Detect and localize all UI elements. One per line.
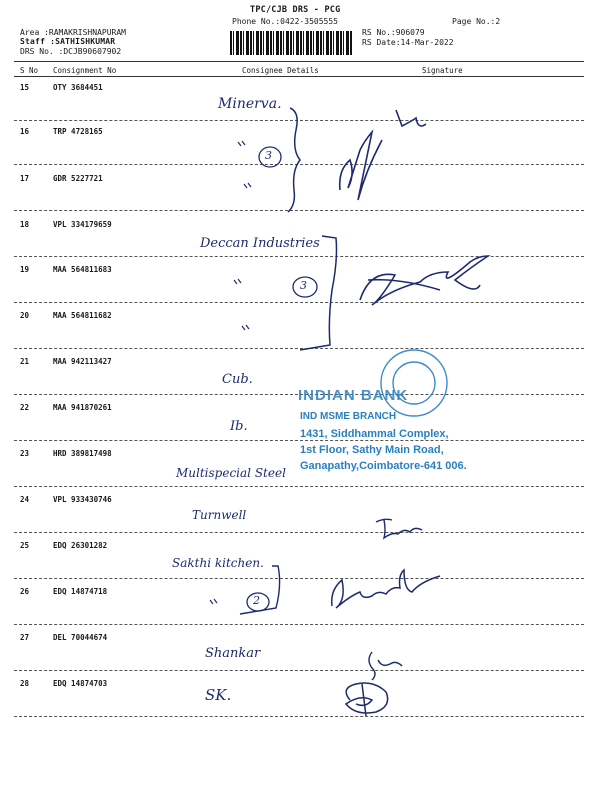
- bank-stamp-circle: [381, 350, 447, 416]
- row-sno: 27: [20, 633, 30, 642]
- row-sno: 21: [20, 357, 30, 366]
- ditto-mark: [210, 599, 217, 604]
- phone-number: Phone No.:0422-3505555: [232, 17, 338, 26]
- signature-5: [369, 652, 402, 680]
- page-number: Page No.:2: [452, 17, 501, 26]
- row-consignment: MAA 942113427: [53, 357, 112, 366]
- row-consignment: VPL 933430746: [53, 495, 112, 504]
- hw-sakthi: Sakthi kitchen.: [172, 556, 264, 570]
- sheet-title: TPC/CJB DRS - PCG: [250, 5, 341, 15]
- row-sno: 26: [20, 587, 30, 596]
- row-sno: 24: [20, 495, 30, 504]
- brace-2: [300, 236, 337, 350]
- row-consignment: EDQ 14874703: [53, 679, 108, 688]
- row-consignment: EDQ 26301282: [53, 541, 108, 550]
- row-consignment: OTY 3684451: [53, 83, 103, 92]
- hw-shankar: Shankar: [205, 646, 261, 661]
- row-sno: 19: [20, 265, 30, 274]
- hw-minerva: Minerva.: [218, 96, 282, 112]
- hw-count-2: 3: [300, 279, 307, 292]
- drs-number: DRS No. :DCJB90607902: [20, 47, 122, 56]
- row-sno: 28: [20, 679, 30, 688]
- hw-count-3: 2: [253, 594, 260, 607]
- signature-3: [376, 519, 422, 538]
- ditto-mark: [242, 325, 249, 330]
- rs-date: RS Date:14-Mar-2022: [362, 38, 454, 47]
- row-consignment: DEL 70044674: [53, 633, 108, 642]
- signature-6: [346, 683, 388, 716]
- row-consignment: HRD 389817498: [53, 449, 112, 458]
- col-sno: S No: [20, 66, 39, 75]
- hw-ib: Ib.: [230, 419, 248, 434]
- brace-1: [288, 108, 300, 212]
- stamp-line1: 1431, Siddhammal Complex,: [300, 428, 449, 440]
- row-sno: 16: [20, 127, 30, 136]
- hw-count-1: 3: [265, 149, 272, 162]
- staff-label: Staff :SATHISHKUMAR: [20, 37, 116, 46]
- rs-number: RS No.:906079: [362, 28, 425, 37]
- ditto-mark: [244, 183, 251, 188]
- signature-2: [360, 256, 488, 305]
- row-consignment: VPL 334179659: [53, 220, 112, 229]
- row-sno: 15: [20, 83, 30, 92]
- row-sno: 25: [20, 541, 30, 550]
- signature-4: [332, 570, 440, 608]
- row-sno: 18: [20, 220, 30, 229]
- row-sno: 17: [20, 174, 30, 183]
- stamp-line2: 1st Floor, Sathy Main Road,: [300, 444, 444, 456]
- row-consignment: MAA 564811683: [53, 265, 112, 274]
- ditto-mark: [238, 141, 245, 146]
- stamp-branch: IND MSME BRANCH: [300, 411, 397, 422]
- row-sno: 20: [20, 311, 30, 320]
- row-consignment: EDQ 14874718: [53, 587, 108, 596]
- row-consignment: GDR 5227721: [53, 174, 103, 183]
- hw-turnwell: Turnwell: [192, 508, 247, 522]
- hw-cub: Cub.: [222, 372, 253, 387]
- hw-multispecial: Multispecial Steel: [176, 466, 286, 480]
- ditto-mark: [234, 279, 241, 284]
- signature-1: [340, 110, 426, 200]
- area-label: Area :RAMAKRISHNAPURAM: [20, 28, 126, 37]
- stamp-line3: Ganapathy,Coimbatore-641 006.: [300, 460, 467, 472]
- row-consignment: MAA 941870261: [53, 403, 112, 412]
- row-consignment: MAA 564811682: [53, 311, 112, 320]
- col-consignment: Consignment No: [53, 66, 117, 75]
- row-consignment: TRP 4728165: [53, 127, 103, 136]
- stamp-bank: INDIAN BANK: [298, 387, 409, 404]
- row-sno: 23: [20, 449, 30, 458]
- hw-deccan: Deccan Industries: [200, 236, 320, 251]
- col-consignee: Consignee Details: [242, 66, 319, 75]
- hw-sk: SK.: [205, 686, 232, 704]
- row-sno: 22: [20, 403, 30, 412]
- col-signature: Signature: [422, 66, 463, 75]
